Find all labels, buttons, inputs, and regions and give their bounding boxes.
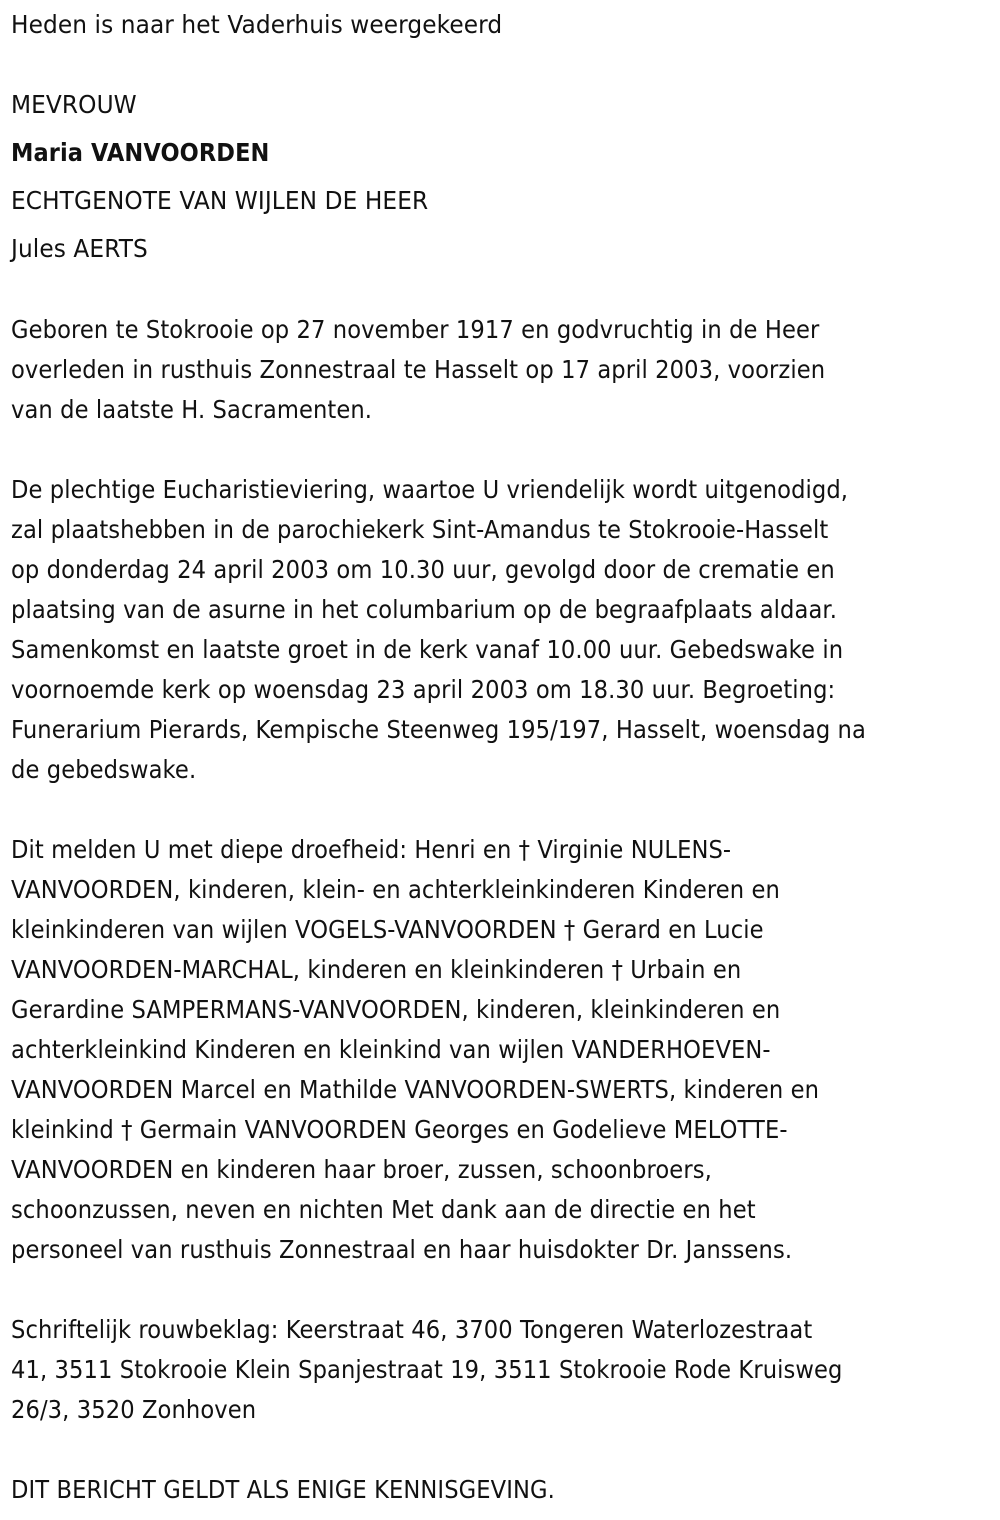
footer-notice: DIT BERICHT GELDT ALS ENIGE KENNISGEVING. [11, 1475, 555, 1504]
paragraph-line: 26/3, 3520 Zonhoven [11, 1395, 257, 1424]
paragraph-line: plaatsing van de asurne in het columbarium op de begraafplaats aldaar. [11, 595, 838, 624]
paragraph-line: de gebedswake. [11, 755, 197, 784]
paragraph-line: Dit melden U met diepe droefheid: Henri en † Virginie NULENS- [11, 835, 732, 864]
paragraph-line: overleden in rusthuis Zonnestraal te Hasselt op 17 april 2003, voorzien [11, 355, 826, 384]
paragraph-line: VANVOORDEN Marcel en Mathilde VANVOORDEN-SWERTS, kinderen en [11, 1075, 820, 1104]
spouse-name: Jules AERTS [11, 234, 148, 263]
paragraph-line: Funerarium Pierards, Kempische Steenweg 195/197, Hasselt, woensdag na [11, 715, 866, 744]
paragraph-line: kleinkinderen van wijlen VOGELS-VANVOORDEN † Gerard en Lucie [11, 915, 764, 944]
paragraph-line: VANVOORDEN-MARCHAL, kinderen en kleinkinderen † Urbain en [11, 955, 742, 984]
paragraph-line: voornoemde kerk op woensdag 23 april 2003 om 18.30 uur. Begroeting: [11, 675, 836, 704]
paragraph-line: Schriftelijk rouwbeklag: Keerstraat 46, 3700 Tongeren Waterlozestraat [11, 1315, 813, 1344]
paragraph-line: op donderdag 24 april 2003 om 10.30 uur, gevolgd door de crematie en [11, 555, 835, 584]
paragraph-line: 41, 3511 Stokrooie Klein Spanjestraat 19, 3511 Stokrooie Rode Kruisweg [11, 1355, 843, 1384]
intro-text: Heden is naar het Vaderhuis weergekeerd [11, 10, 503, 39]
paragraph-line: Gerardine SAMPERMANS-VANVOORDEN, kinderen, kleinkinderen en [11, 995, 781, 1024]
paragraph-line: van de laatste H. Sacramenten. [11, 395, 373, 424]
paragraph-line: zal plaatshebben in de parochiekerk Sint-Amandus te Stokrooie-Hasselt [11, 515, 829, 544]
deceased-name: Maria VANVOORDEN [11, 138, 270, 167]
paragraph-line: De plechtige Eucharistieviering, waartoe U vriendelijk wordt uitgenodigd, [11, 475, 849, 504]
paragraph-line: Samenkomst en laatste groet in de kerk vanaf 10.00 uur. Gebedswake in [11, 635, 844, 664]
paragraph-line: personeel van rusthuis Zonnestraal en haar huisdokter Dr. Janssens. [11, 1235, 793, 1264]
paragraph-line: kleinkind † Germain VANVOORDEN Georges en Godelieve MELOTTE- [11, 1115, 788, 1144]
paragraph-line: achterkleinkind Kinderen en kleinkind van wijlen VANDERHOEVEN- [11, 1035, 771, 1064]
salutation-title: MEVROUW [11, 90, 137, 119]
paragraph-line: schoonzussen, neven en nichten Met dank aan de directie en het [11, 1195, 756, 1224]
relation-text: ECHTGENOTE VAN WIJLEN DE HEER [11, 186, 429, 215]
paragraph-line: VANVOORDEN, kinderen, klein- en achterkleinkinderen Kinderen en [11, 875, 780, 904]
paragraph-line: Geboren te Stokrooie op 27 november 1917 en godvruchtig in de Heer [11, 315, 820, 344]
paragraph-line: VANVOORDEN en kinderen haar broer, zussen, schoonbroers, [11, 1155, 712, 1184]
